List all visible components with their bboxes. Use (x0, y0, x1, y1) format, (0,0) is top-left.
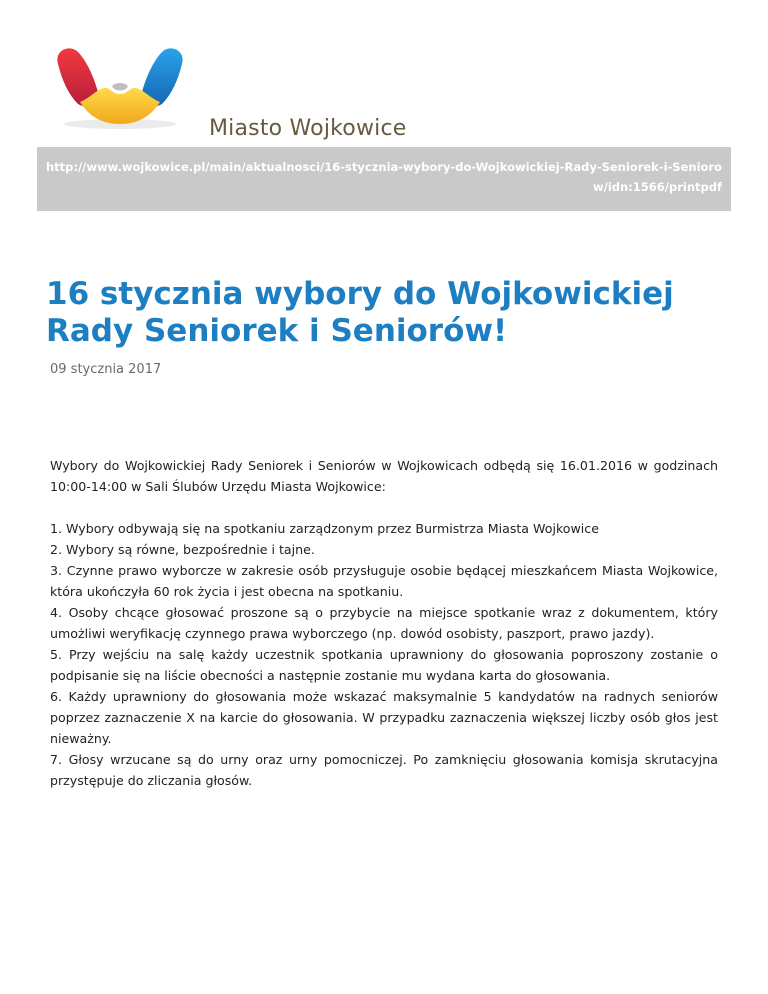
article-body (50, 455, 718, 791)
article-url: http://www.wojkowice.pl/main/aktualnosci/16-stycznia-wybory-do-Wojkowickiej-Rady-Seniorek-i-Seniorow/idn:1566/printpdf (45, 160, 722, 194)
article-date: 09 stycznia 2017 (50, 362, 162, 377)
article-intro: Wybory do Wojkowickiej Rady Seniorek i Seniorów w Wojkowicach odbędą się 16.01.2016 w godzinach 10:00-14:00 w Sali Ślubów Urzędu Miasta Wojkowice: (50, 458, 718, 494)
list-item: 1. Wybory odbywają się na spotkaniu zarządzonym przez Burmistrza Miasta Wojkowice (50, 521, 599, 536)
list-item: 2. Wybory są równe, bezpośrednie i tajne. (50, 542, 315, 557)
site-name: Miasto Wojkowice (209, 116, 407, 141)
url-bar (37, 147, 731, 211)
list-item: 6. Każdy uprawniony do głosowania może wskazać maksymalnie 5 kandydatów na radnych seniorów poprzez zaznaczenie X na karcie do głosowania. W przypadku zaznaczenia większej liczby osób głos jest nieważny. (50, 689, 718, 746)
list-item: 4. Osoby chcące głosować proszone są o przybycie na miejsce spotkanie wraz z dokumentem, który umożliwi weryfikację czynnego prawa wyborczego (np. dowód osobisty, paszport, prawo jazdy). (50, 605, 718, 641)
list-item: 7. Głosy wrzucane są do urny oraz urny pomocniczej. Po zamknięciu głosowania komisja skrutacyjna przystępuje do zliczania głosów. (50, 752, 718, 788)
article-title: 16 stycznia wybory do Wojkowickiej Rady Seniorek i Seniorów! (46, 276, 674, 349)
wojkowice-w-logo-icon (50, 42, 190, 130)
list-item: 5. Przy wejściu na salę każdy uczestnik spotkania uprawniony do głosowania poproszony zostanie o podpisanie się na liście obecności a następnie zostanie mu wydana karta do głosowania. (50, 647, 718, 683)
list-item: 3. Czynne prawo wyborcze w zakresie osób przysługuje osobie będącej mieszkańcem Miasta Wojkowice, która ukończyła 60 rok życia i jest obecna na spotkaniu. (50, 563, 718, 599)
